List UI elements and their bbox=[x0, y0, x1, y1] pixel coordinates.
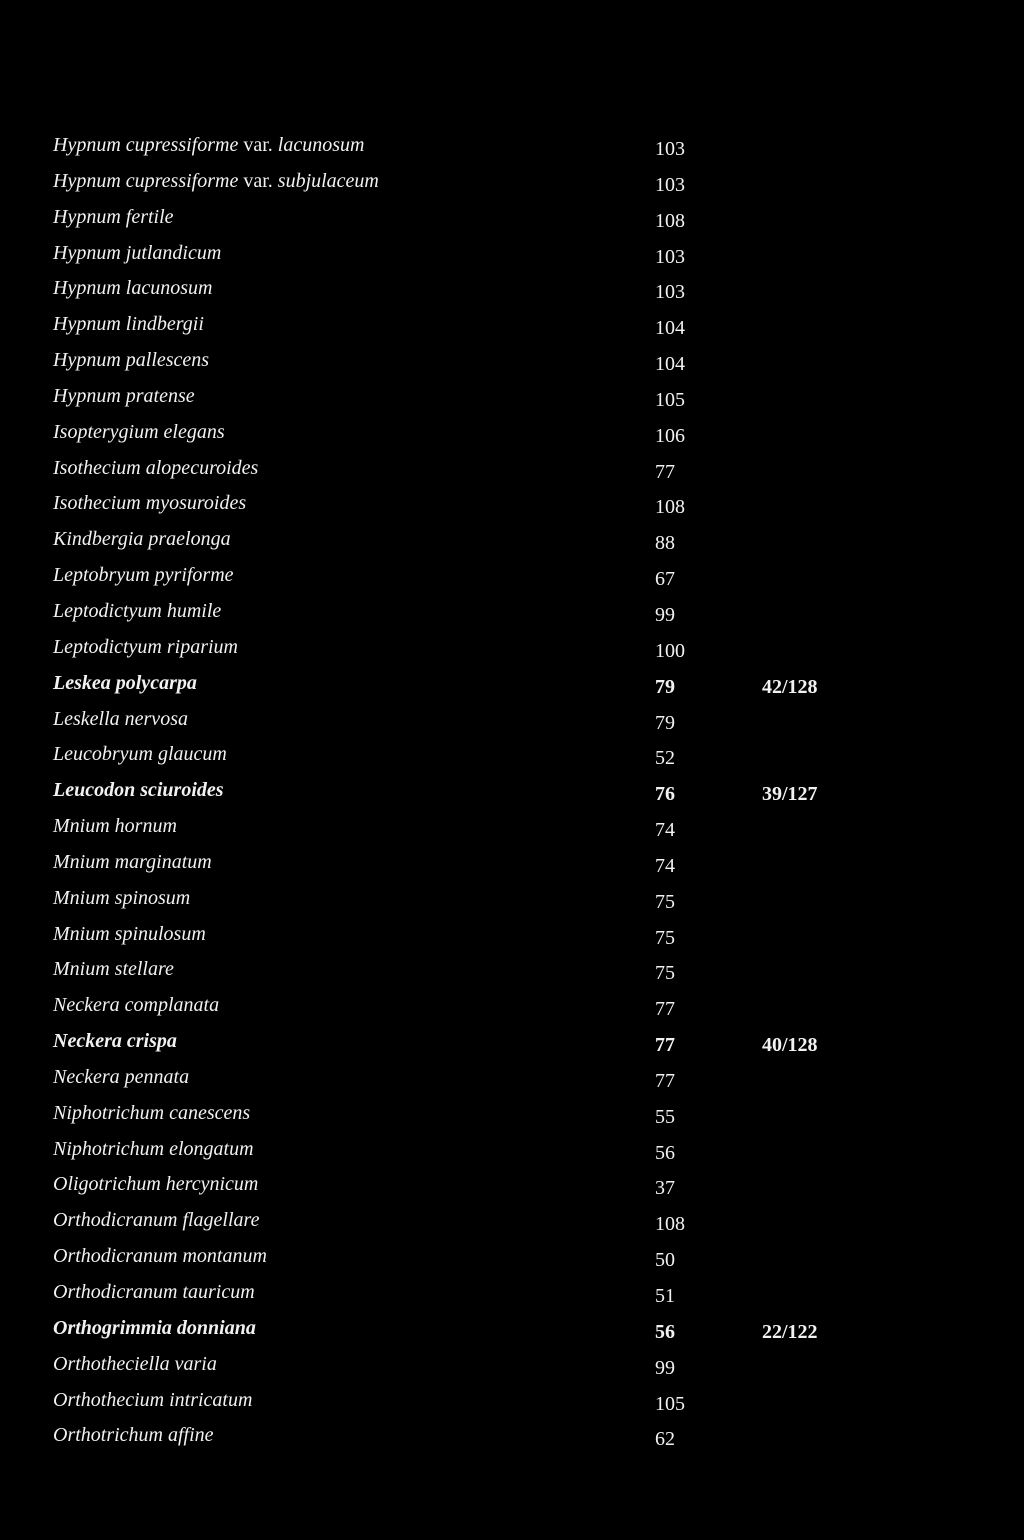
index-row bbox=[0, 166, 1024, 202]
species-name bbox=[53, 1245, 267, 1268]
index-row bbox=[0, 811, 1024, 847]
species-name-main: Orthodicranum tauricum bbox=[53, 1281, 255, 1303]
species-name bbox=[53, 1138, 254, 1161]
species-name bbox=[53, 636, 238, 659]
species-name bbox=[53, 600, 221, 623]
species-name bbox=[53, 349, 209, 372]
species-name bbox=[53, 492, 246, 515]
index-row bbox=[0, 1098, 1024, 1134]
species-name bbox=[53, 564, 234, 587]
page-number: 103 bbox=[655, 245, 685, 268]
index-row bbox=[0, 130, 1024, 166]
index-row bbox=[0, 1241, 1024, 1277]
variety-marker: var. bbox=[238, 169, 278, 192]
index-row bbox=[0, 238, 1024, 274]
species-name bbox=[53, 277, 212, 300]
index-row bbox=[0, 668, 1024, 704]
page-number: 55 bbox=[655, 1105, 675, 1128]
species-name-main: Hypnum fertile bbox=[53, 205, 174, 228]
index-row bbox=[0, 847, 1024, 883]
species-name-main: Orthotheciella varia bbox=[53, 1352, 217, 1375]
species-name bbox=[53, 1317, 256, 1340]
index-row bbox=[0, 381, 1024, 417]
index-row bbox=[0, 1205, 1024, 1241]
index-row bbox=[0, 775, 1024, 811]
page-number: 105 bbox=[655, 388, 685, 411]
species-name bbox=[53, 887, 190, 910]
species-name-main: Isothecium myosuroides bbox=[53, 492, 247, 515]
species-name-main: Neckera crispa bbox=[53, 1030, 177, 1053]
index-row bbox=[0, 883, 1024, 919]
species-name bbox=[53, 457, 258, 480]
page-number: 104 bbox=[655, 317, 685, 340]
page-number: 99 bbox=[655, 603, 675, 626]
page-number: 105 bbox=[655, 1392, 685, 1415]
page-number: 56 bbox=[655, 1141, 675, 1164]
index-row bbox=[0, 417, 1024, 453]
index-row bbox=[0, 1313, 1024, 1349]
species-index bbox=[0, 130, 1024, 1456]
species-name-main: Orthodicranum montanum bbox=[53, 1245, 267, 1268]
species-name-main: Hypnum pallescens bbox=[53, 349, 210, 372]
page-number: 106 bbox=[655, 424, 685, 447]
page-number: 74 bbox=[655, 819, 675, 842]
index-row bbox=[0, 596, 1024, 632]
species-name bbox=[53, 1353, 217, 1376]
species-name-main: Leucodon sciuroides bbox=[53, 779, 224, 802]
species-name bbox=[53, 1281, 255, 1304]
plate-reference: 39/127 bbox=[762, 783, 818, 806]
species-name bbox=[53, 170, 379, 193]
species-name bbox=[53, 1389, 252, 1412]
page-number: 75 bbox=[655, 926, 675, 949]
species-name-main: Leskella nervosa bbox=[53, 707, 188, 730]
index-row bbox=[0, 488, 1024, 524]
index-row bbox=[0, 1062, 1024, 1098]
index-row bbox=[0, 202, 1024, 238]
species-name-main: Kindbergia praelonga bbox=[53, 528, 231, 551]
index-row bbox=[0, 704, 1024, 740]
index-row bbox=[0, 990, 1024, 1026]
index-row bbox=[0, 1420, 1024, 1456]
species-name-main: Hypnum lindbergii bbox=[53, 313, 204, 336]
page-number: 52 bbox=[655, 747, 675, 770]
species-name-main: Orthothecium intricatum bbox=[53, 1388, 253, 1411]
species-name bbox=[53, 1102, 250, 1125]
page-number: 79 bbox=[655, 711, 675, 734]
species-name-main: Isopterygium elegans bbox=[53, 420, 225, 443]
index-row bbox=[0, 1134, 1024, 1170]
species-name bbox=[53, 385, 195, 408]
page-number: 77 bbox=[655, 1069, 675, 1092]
species-name-main: Hypnum jutlandicum bbox=[53, 241, 222, 264]
index-row bbox=[0, 954, 1024, 990]
species-name bbox=[53, 815, 177, 838]
species-name-main: Leptobryum pyriforme bbox=[53, 564, 234, 587]
index-row bbox=[0, 632, 1024, 668]
page-number: 103 bbox=[655, 173, 685, 196]
species-name-main: Mnium stellare bbox=[53, 958, 174, 981]
species-name bbox=[53, 923, 206, 946]
index-row bbox=[0, 1349, 1024, 1385]
species-name bbox=[53, 134, 364, 157]
index-row bbox=[0, 273, 1024, 309]
plate-reference: 22/122 bbox=[762, 1320, 818, 1343]
page-number: 79 bbox=[655, 675, 675, 698]
species-name-main: Orthodicranum flagellare bbox=[53, 1209, 260, 1232]
species-name-main: Orthogrimmia donniana bbox=[53, 1316, 256, 1339]
species-name bbox=[53, 1424, 214, 1447]
page-number: 76 bbox=[655, 783, 675, 806]
species-name bbox=[53, 779, 224, 802]
variety-name: lacunosum bbox=[277, 134, 365, 156]
species-name bbox=[53, 958, 174, 981]
page-number: 100 bbox=[655, 639, 685, 662]
species-name bbox=[53, 851, 212, 874]
species-name bbox=[53, 1066, 189, 1089]
index-row bbox=[0, 1277, 1024, 1313]
species-name bbox=[53, 242, 221, 265]
species-name bbox=[53, 1030, 177, 1053]
page-number: 103 bbox=[655, 281, 685, 304]
page-number: 108 bbox=[655, 209, 685, 232]
species-name-main: Leptodictyum humile bbox=[53, 599, 222, 622]
species-name bbox=[53, 1173, 258, 1196]
page-number: 51 bbox=[655, 1285, 675, 1307]
page-number: 108 bbox=[655, 1213, 685, 1236]
species-name-main: Leskea polycarpa bbox=[53, 671, 197, 694]
index-row bbox=[0, 919, 1024, 955]
index-row bbox=[0, 1169, 1024, 1205]
index-row bbox=[0, 560, 1024, 596]
page-number: 56 bbox=[655, 1320, 675, 1343]
page-number: 99 bbox=[655, 1356, 675, 1379]
page-number: 75 bbox=[655, 890, 675, 913]
page-number: 88 bbox=[655, 532, 675, 555]
index-row bbox=[0, 345, 1024, 381]
page-number: 103 bbox=[655, 138, 685, 160]
species-name bbox=[53, 672, 197, 695]
page-number: 50 bbox=[655, 1249, 675, 1272]
index-row bbox=[0, 309, 1024, 345]
species-name-main: Hypnum pratense bbox=[53, 384, 195, 407]
index-row bbox=[0, 1026, 1024, 1062]
species-name-main: Niphotrichum canescens bbox=[53, 1101, 251, 1124]
plate-reference: 42/128 bbox=[762, 675, 818, 698]
species-name-main: Leucobryum glaucum bbox=[53, 743, 227, 766]
page-number: 74 bbox=[655, 854, 675, 877]
page-number: 77 bbox=[655, 1034, 675, 1057]
plate-reference: 40/128 bbox=[762, 1034, 818, 1057]
species-name-main: Mnium hornum bbox=[53, 815, 177, 838]
page-number: 77 bbox=[655, 460, 675, 483]
variety-name: subjulaceum bbox=[277, 169, 379, 192]
species-name-main: Hypnum lacunosum bbox=[53, 277, 213, 300]
species-name bbox=[53, 421, 225, 444]
species-name-main: Mnium spinosum bbox=[53, 886, 191, 909]
species-name bbox=[53, 206, 174, 229]
species-name-main: Oligotrichum hercynicum bbox=[53, 1173, 259, 1196]
index-row bbox=[0, 524, 1024, 560]
page-number: 77 bbox=[655, 998, 675, 1021]
species-name bbox=[53, 528, 231, 551]
species-name-main: Mnium marginatum bbox=[53, 850, 212, 873]
species-name-main: Niphotrichum elongatum bbox=[53, 1137, 254, 1160]
species-name-main: Hypnum cupressiforme bbox=[53, 134, 239, 156]
page-number: 104 bbox=[655, 353, 685, 376]
species-name-main: Mnium spinulosum bbox=[53, 922, 206, 945]
species-name bbox=[53, 1209, 259, 1232]
page-number: 67 bbox=[655, 568, 675, 591]
page-number: 62 bbox=[655, 1428, 675, 1451]
page-number: 108 bbox=[655, 496, 685, 519]
species-name-main: Neckera pennata bbox=[53, 1065, 190, 1088]
species-name bbox=[53, 994, 219, 1017]
variety-marker: var. bbox=[238, 134, 278, 156]
species-name-main: Orthotrichum affine bbox=[53, 1424, 214, 1447]
index-row bbox=[0, 1385, 1024, 1421]
species-name bbox=[53, 708, 188, 731]
page-number: 37 bbox=[655, 1177, 675, 1200]
index-row bbox=[0, 453, 1024, 489]
species-name-main: Leptodictyum riparium bbox=[53, 635, 238, 658]
index-row bbox=[0, 739, 1024, 775]
species-name-main: Hypnum cupressiforme bbox=[53, 169, 239, 192]
species-name-main: Isothecium alopecuroides bbox=[53, 456, 259, 479]
species-name bbox=[53, 313, 204, 336]
species-name bbox=[53, 743, 227, 766]
species-name-main: Neckera complanata bbox=[53, 994, 220, 1017]
page-number: 75 bbox=[655, 962, 675, 985]
